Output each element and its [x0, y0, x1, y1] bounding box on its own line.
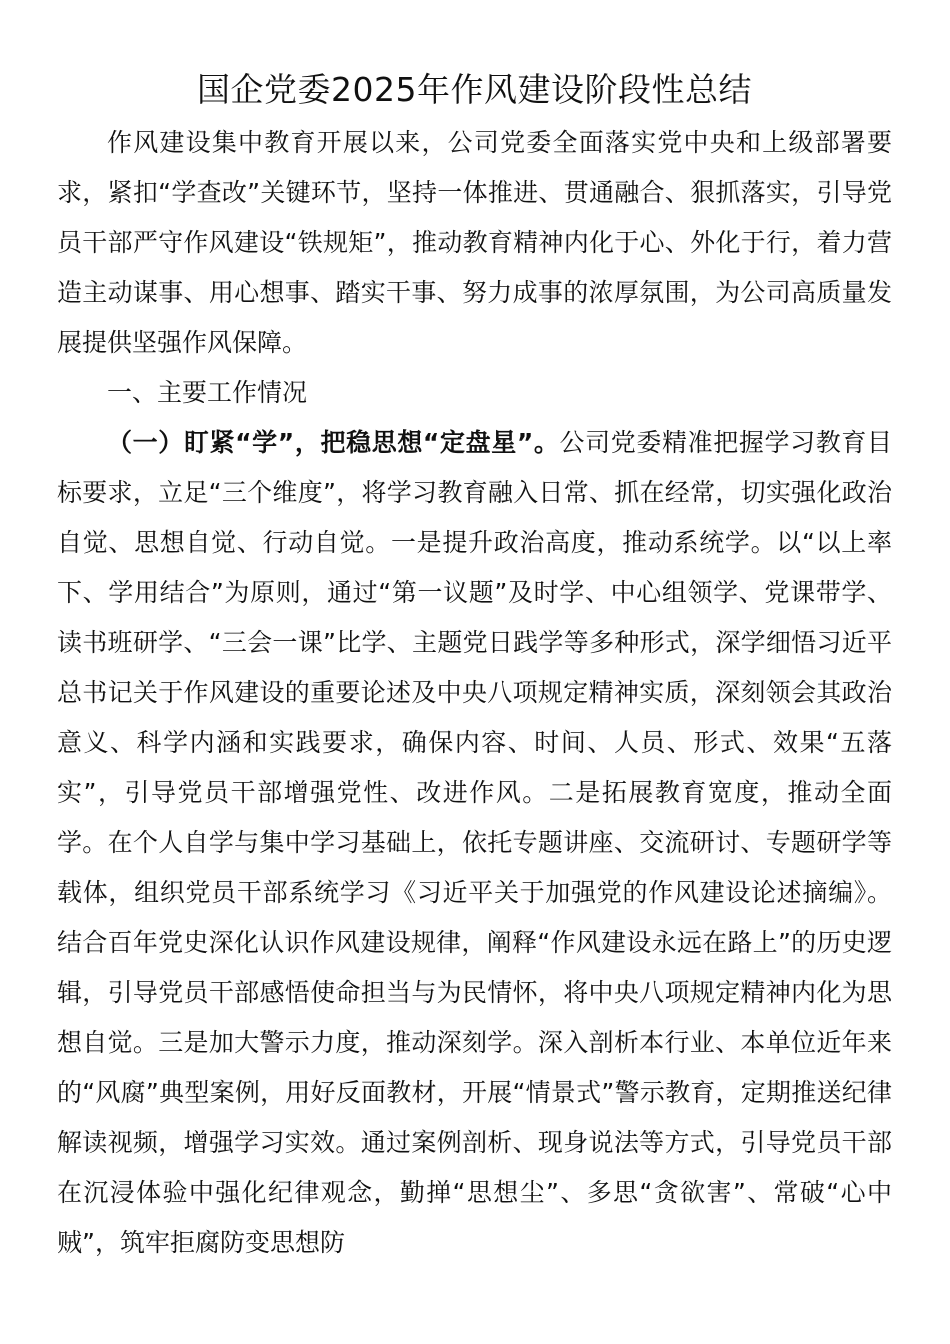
document-title: 国企党委2025年作风建设阶段性总结 [197, 70, 752, 109]
section-heading: 一、主要工作情况 [107, 378, 308, 407]
document-page [57, 62, 892, 1268]
subsection-heading: （一）盯紧“学”，把稳思想“定盘星”。 [107, 428, 560, 457]
subsection-body: 公司党委精准把握学习教育目标要求，立足“三个维度”，将学习教育融入日常、抓在经常，切实强化政治自觉、思想自觉、行动自觉。一是提升政治高度，推动系统学。以“以上率下、学用结合”为原则，通过“第一议题”及时学、中心组领学、党课带学、读书班研学、“三会一课”比学、主题党日践学等多种形式，深学细悟习近平总书记关于作风建设的重要论述及中央八项规定精神实质，深刻领会其政治意义、科学内涵和实践要求，确保内容、时间、人员、形式、效果“五落实”，引导党员干部增强党性、改进作风。二是拓展教育宽度，推动全面学。在个人自学与集中学习基础上，依托专题讲座、交流研讨、专题研学等载体，组织党员干部系统学习《习近平关于加强党的作风建设论述摘编》。结合百年党史深化认识作风建设规律，阐释“作风建设永远在路上”的历史逻辑，引导党员干部感悟使命担当与为民情怀，将中央八项规定精神内化为思想自觉。三是加大警示力度，推动深刻学。深入剖析本行业、本单位近年来的“风腐”典型案例，用好反面教材，开展“情景式”警示教育，定期推送纪律解读视频，增强学习实效。通过案例剖析、现身说法等方式，引导党员干部在沉浸体验中强化纪律观念，勤掸“思想尘”、多思“贪欲害”、常破“心中贼”，筑牢拒腐防变思想防 [57, 428, 892, 1257]
intro-paragraph: 作风建设集中教育开展以来，公司党委全面落实党中央和上级部署要求，紧扣“学查改”关键环节，坚持一体推进、贯通融合、狠抓落实，引导党员干部严守作风建设“铁规矩”，推动教育精神内化于心、外化于行，着力营造主动谋事、用心想事、踏实干事、努力成事的浓厚氛围，为公司高质量发展提供坚强作风保障。 [57, 128, 892, 357]
subsection-paragraph [57, 418, 892, 1268]
